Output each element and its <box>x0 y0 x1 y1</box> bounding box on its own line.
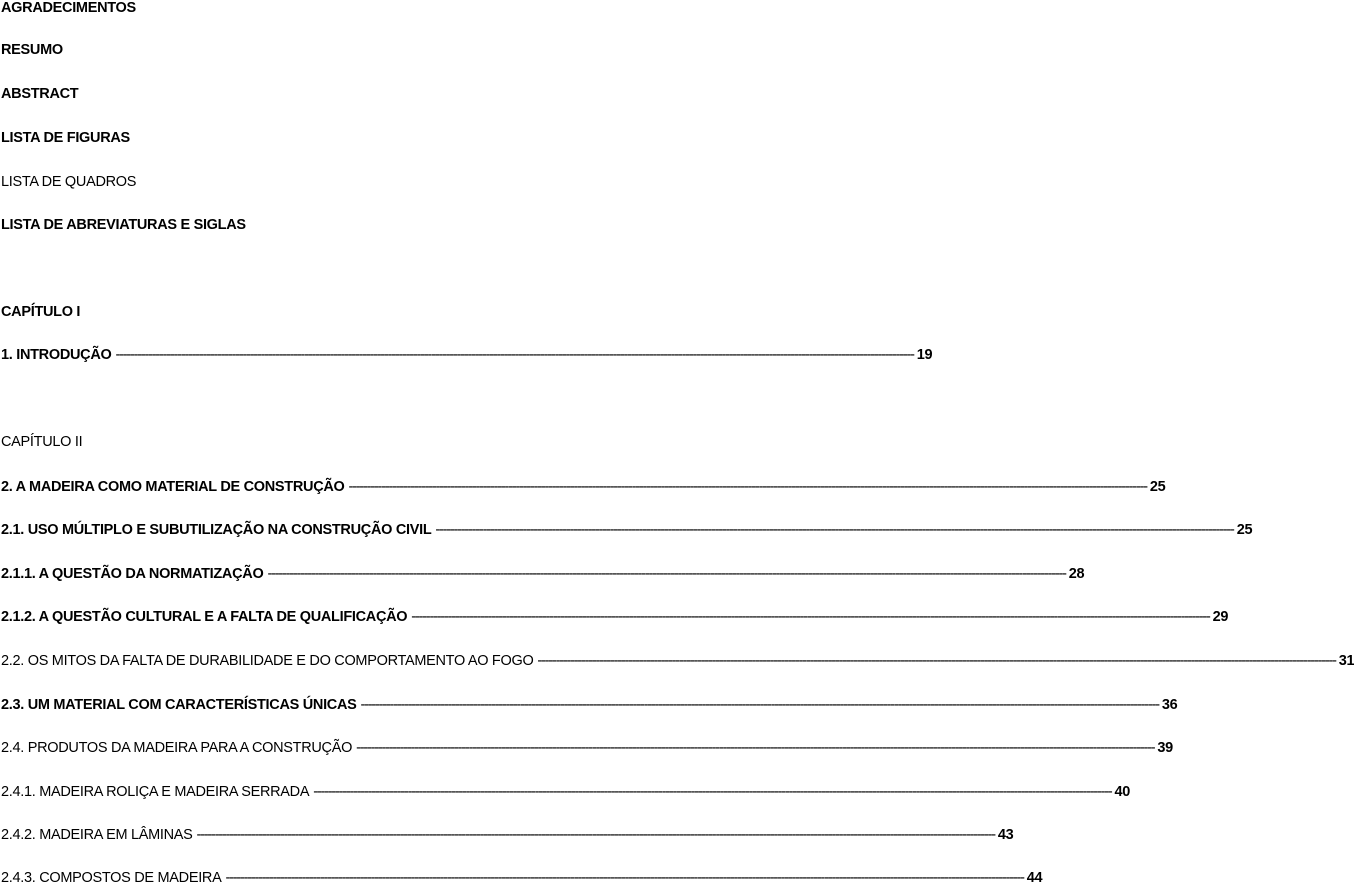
toc-entry-title: 2.4.2. MADEIRA EM LÂMINAS <box>1 827 193 843</box>
chapter-heading-1: CAPÍTULO I <box>1 304 81 320</box>
toc-entry <box>1 696 1178 714</box>
toc-entry <box>1 739 1173 757</box>
toc-entry-title: 2.1. USO MÚLTIPLO E SUBUTILIZAÇÃO NA CONSTRUÇÃO CIVIL <box>1 522 432 538</box>
toc-leader: ---------------------------------------------------------------------------------------------------------------------------------------------------------------------------------------------------------------------------- <box>360 697 1159 713</box>
toc-leader: ---------------------------------------------------------------------------------------------------------------------------------------------------------------------------------------------------------------------------- <box>348 479 1147 495</box>
toc-leader: ---------------------------------------------------------------------------------------------------------------------------------------------------------------------------------------------------------------------------- <box>356 740 1155 756</box>
chapter-heading-2: CAPÍTULO II <box>1 434 83 450</box>
toc-entry <box>1 826 1014 844</box>
toc-entry-title: 2.4.3. COMPOSTOS DE MADEIRA <box>1 870 222 886</box>
toc-entry <box>1 346 933 364</box>
toc-leader: ---------------------------------------------------------------------------------------------------------------------------------------------------------------------------------------------------------------------------- <box>267 566 1066 582</box>
toc-entry-page: 25 <box>1236 522 1253 538</box>
toc-leader: ---------------------------------------------------------------------------------------------------------------------------------------------------------------------------------------------------------------------------- <box>225 870 1024 886</box>
toc-entry <box>1 608 1229 626</box>
toc-entry-title: 2.4. PRODUTOS DA MADEIRA PARA A CONSTRUÇÃO <box>1 740 353 756</box>
toc-entry-title: 2.1.1. A QUESTÃO DA NORMATIZAÇÃO <box>1 566 264 582</box>
toc-leader: ---------------------------------------------------------------------------------------------------------------------------------------------------------------------------------------------------------------------------- <box>537 653 1336 669</box>
toc-leader: ---------------------------------------------------------------------------------------------------------------------------------------------------------------------------------------------------------------------------- <box>196 827 995 843</box>
toc-entry-page: 28 <box>1068 566 1085 582</box>
toc-entry-page: 29 <box>1212 609 1229 625</box>
toc-entry-page: 36 <box>1161 697 1178 713</box>
toc-entry-page: 39 <box>1157 740 1173 756</box>
toc-leader: ---------------------------------------------------------------------------------------------------------------------------------------------------------------------------------------------------------------------------- <box>435 522 1234 538</box>
toc-leader: ---------------------------------------------------------------------------------------------------------------------------------------------------------------------------------------------------------------------------- <box>411 609 1210 625</box>
toc-item-abstract: ABSTRACT <box>1 86 79 102</box>
toc-entry-title: 2.4.1. MADEIRA ROLIÇA E MADEIRA SERRADA <box>1 784 310 800</box>
toc-entry-page: 19 <box>916 347 933 363</box>
toc-entry-title: 2.2. OS MITOS DA FALTA DE DURABILIDADE E DO COMPORTAMENTO AO FOGO <box>1 653 534 669</box>
toc-item-lista-abreviaturas: LISTA DE ABREVIATURAS E SIGLAS <box>1 217 246 233</box>
toc-entry <box>1 565 1085 583</box>
toc-entry-page: 44 <box>1026 870 1043 886</box>
toc-entry-title: 2.3. UM MATERIAL COM CARACTERÍSTICAS ÚNICAS <box>1 697 357 713</box>
toc-entry-page: 31 <box>1338 653 1354 669</box>
toc-entry <box>1 521 1253 539</box>
toc-item-agradecimentos: AGRADECIMENTOS <box>1 0 136 16</box>
toc-entry-page: 25 <box>1149 479 1166 495</box>
toc-item-lista-quadros: LISTA DE QUADROS <box>1 174 137 190</box>
toc-entry-page: 40 <box>1114 784 1131 800</box>
toc-entry <box>1 652 1354 670</box>
toc-item-resumo: RESUMO <box>1 42 63 58</box>
toc-leader: ---------------------------------------------------------------------------------------------------------------------------------------------------------------------------------------------------------------------------- <box>313 784 1112 800</box>
toc-entry <box>1 478 1166 496</box>
toc-leader: ---------------------------------------------------------------------------------------------------------------------------------------------------------------------------------------------------------------------------- <box>115 347 914 363</box>
toc-entry-title: 2.1.2. A QUESTÃO CULTURAL E A FALTA DE QUALIFICAÇÃO <box>1 609 408 625</box>
toc-entry-page: 43 <box>997 827 1014 843</box>
toc-entry <box>1 869 1043 887</box>
toc-entry <box>1 783 1131 801</box>
toc-entry-title: 2. A MADEIRA COMO MATERIAL DE CONSTRUÇÃO <box>1 479 345 495</box>
toc-entry-title: 1. INTRODUÇÃO <box>1 347 112 363</box>
toc-item-lista-figuras: LISTA DE FIGURAS <box>1 130 130 146</box>
